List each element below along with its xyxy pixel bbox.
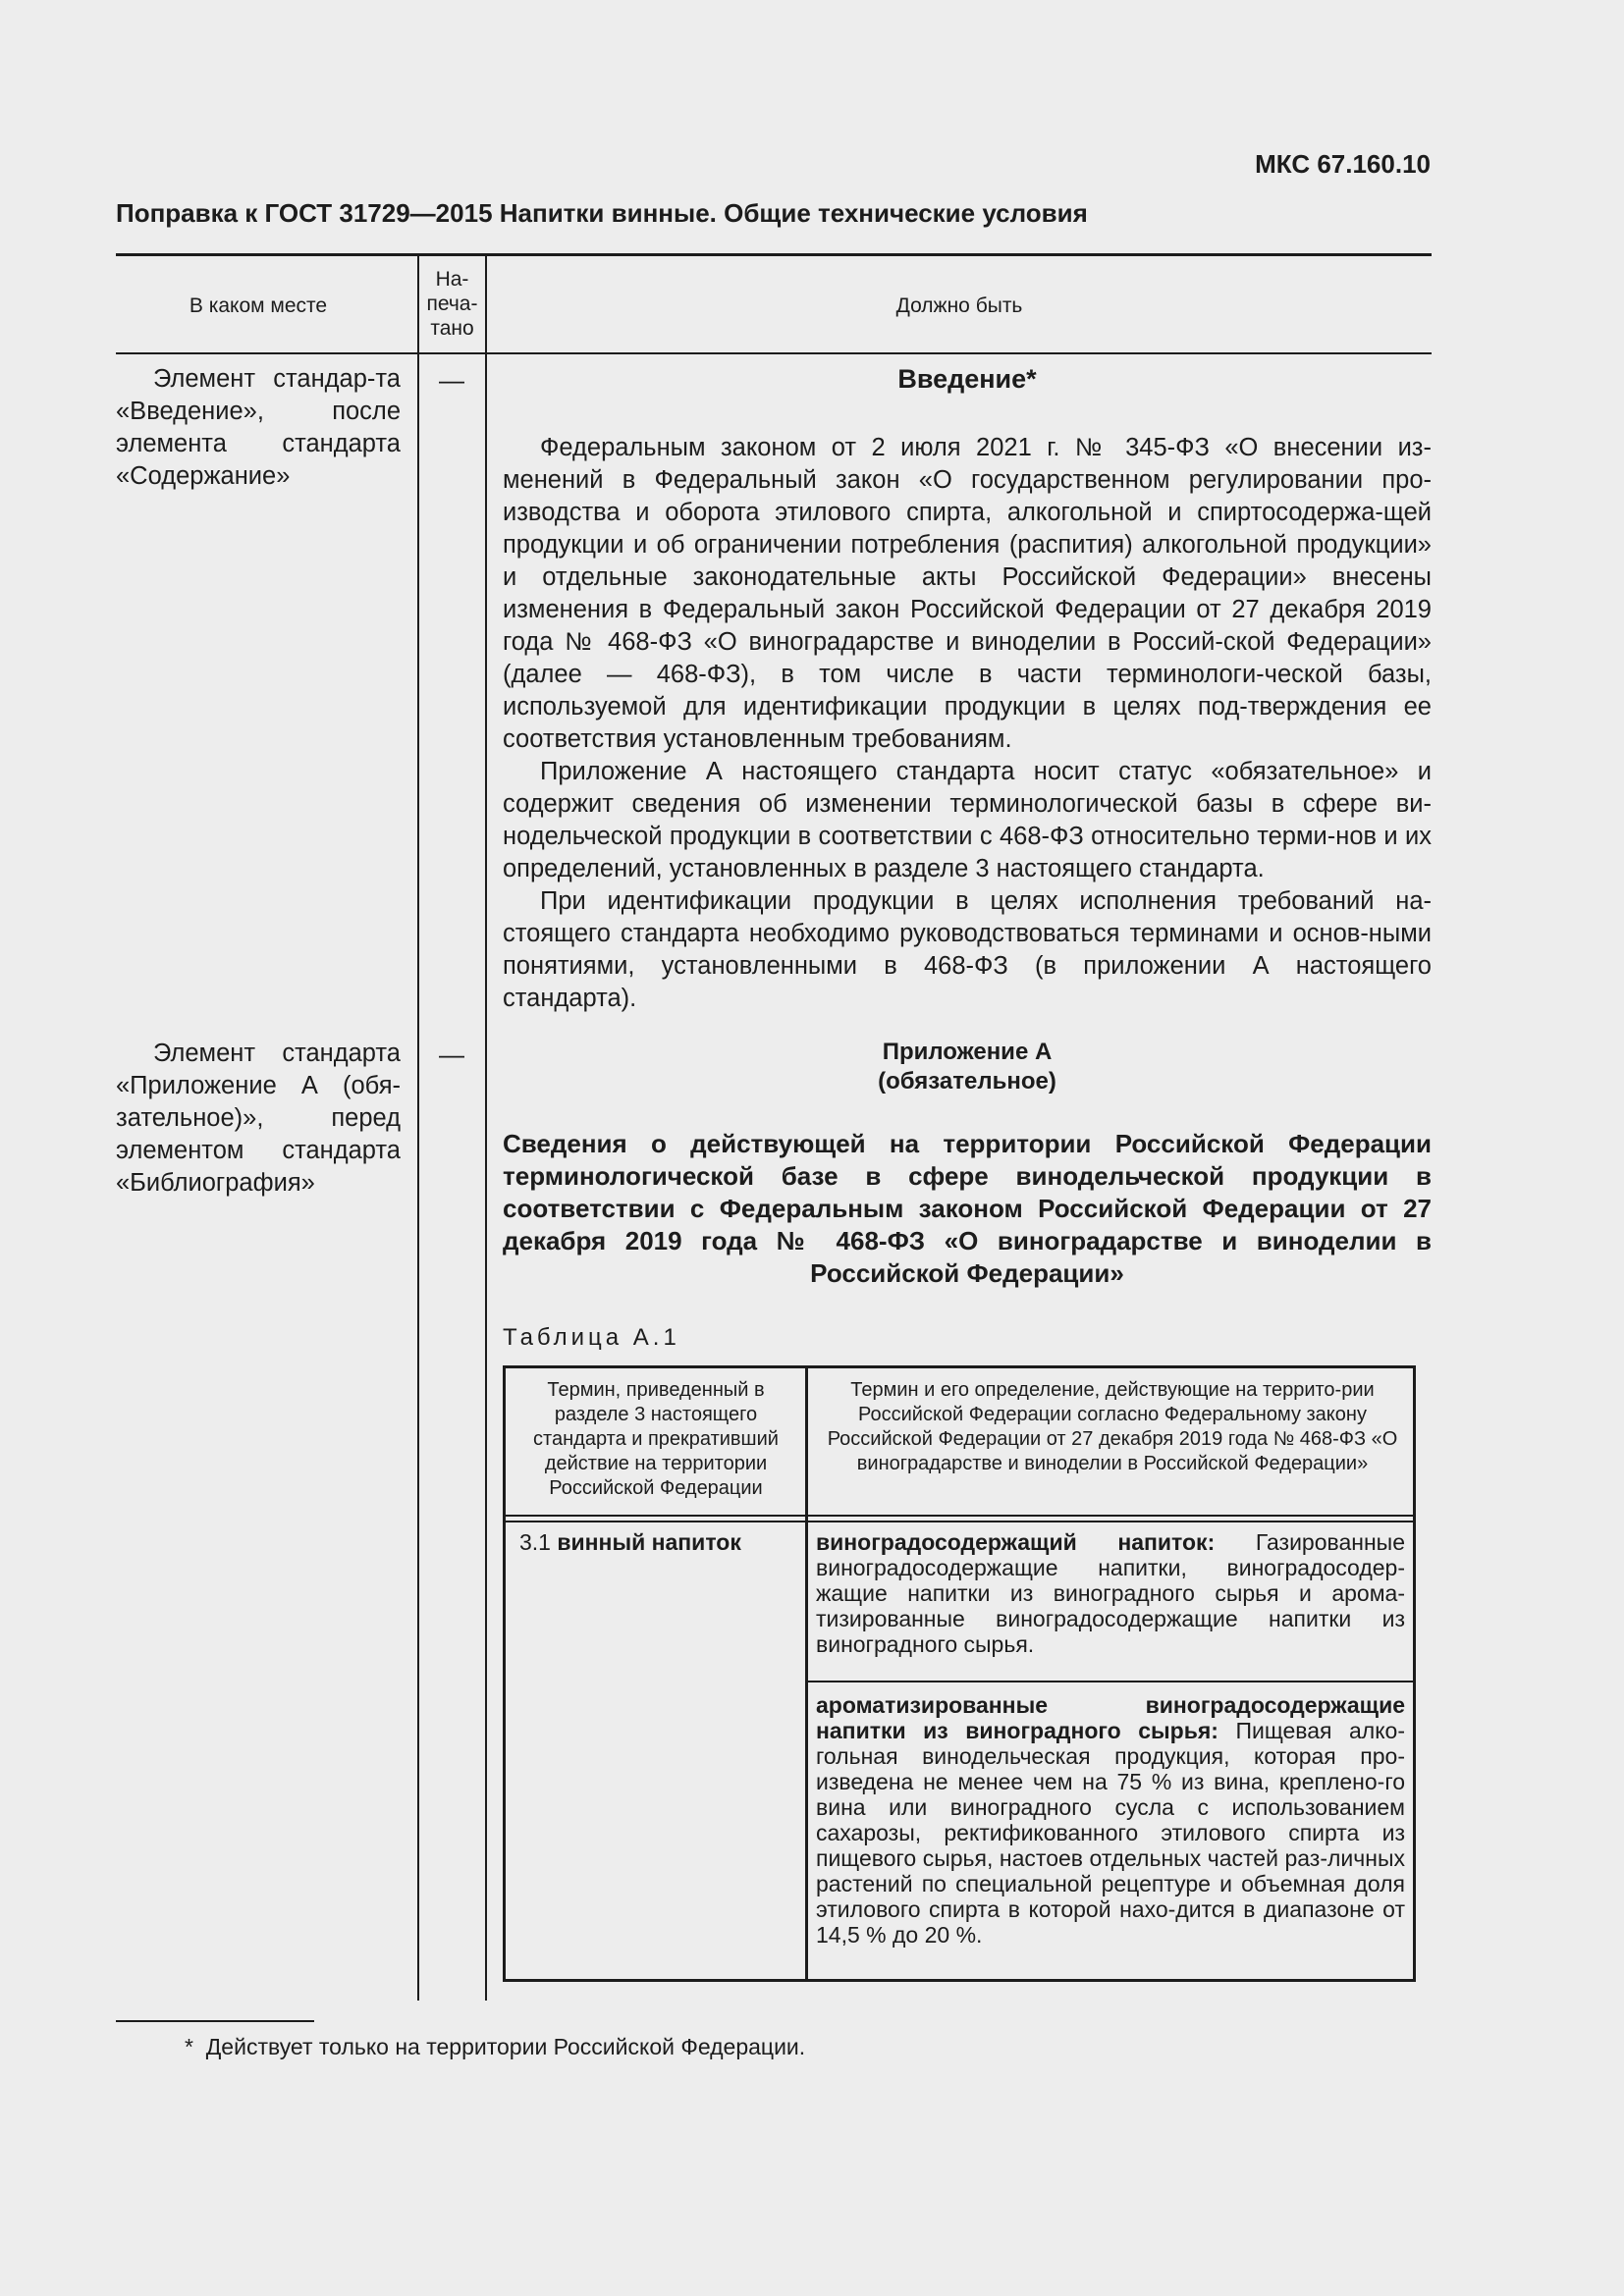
column-header-where: В каком месте xyxy=(189,294,328,317)
column-divider-1 xyxy=(417,253,419,2001)
definition-2-text: Пищевая алко-гольная винодельческая продукция, которая про-изведена не менее чем на 75 % из вина, креплено-го вина или виноградного сусла с использованием сахарозы, ректификованного этилового спирта из пищевого сырья, настоев отдельных частей раз-личных растений по специальной рецептуре и объемная доля этилового спирта в которой нахо-дится в диапазоне от 14,5 % до 20 %. xyxy=(816,1718,1405,1948)
definition-1 xyxy=(816,1529,1405,1657)
definition-2-term: ароматизированные виноградосодержащие напитки из виноградного сырья: xyxy=(816,1692,1405,1743)
row-printed-intro: — xyxy=(439,365,464,395)
column-header-printed: На- печа- тано xyxy=(426,268,478,340)
footnote: * Действует только на территории Российской Федерации. xyxy=(185,2034,806,2059)
appendix-section xyxy=(503,1038,1432,1354)
column-divider-2 xyxy=(485,253,487,2001)
intro-title: Введение* xyxy=(897,364,1037,394)
table-a1-col2-header: Термин и его определение, действующие на террито-рии Российской Федерации согласно Федеральному закону Российской Федерации от 27 декабря 2019 года № 468-ФЗ «О виноградарстве и виноделии в Российской Федерации» xyxy=(827,1379,1398,1474)
appendix-label: Приложение А xyxy=(882,1039,1053,1065)
old-term: винный напиток xyxy=(557,1529,741,1555)
footnote-rule xyxy=(116,2020,314,2022)
row-where-intro: Элемент стандар-та «Введение», после элемента стандарта «Содержание» xyxy=(116,365,401,490)
table-caption: Таблица А.1 xyxy=(503,1324,680,1351)
table-a1-header-rule-2 xyxy=(506,1521,1413,1522)
row-printed-appendix: — xyxy=(439,1040,464,1069)
row-where-appendix: Элемент стандарта «Приложение А (обя-зательное)», перед элементом стандарта «Библиография» xyxy=(116,1040,401,1197)
definition-1-term: виноградосодержащий напиток: xyxy=(816,1529,1216,1555)
old-term-cell xyxy=(519,1529,796,1555)
intro-paragraph-3: При идентификации продукции в целях исполнения требований на-стоящего стандарта необходимо руководствоваться терминами и основ-ными понятиями, установленными в 468-ФЗ (в приложении А настоящего стандарта). xyxy=(503,887,1432,1012)
table-a1-col1-header: Термин, приведенный в разделе 3 настоящего стандарта и прекративший действие на территории Российской Федерации xyxy=(533,1379,779,1499)
definition-1-text: Газированные виноградосодержащие напитки, виноградосодер-жащие напитки из виноградного сырья и арома-тизированные виноградосодержащие напитки из виноградного сырья. xyxy=(816,1529,1405,1657)
definition-2 xyxy=(816,1692,1405,1948)
column-header-should-be: Должно быть xyxy=(895,294,1023,317)
old-term-number: 3.1 xyxy=(519,1529,551,1555)
appendix-heading: Сведения о действующей на территории Российской Федерации терминологической базе в сфере винодельческой продукции в соответствии с Федеральным законом Российской Федерации от 27 декабря 2019 года № 468-ФЗ «О виноградарстве и виноделии в Российской Федерации» xyxy=(503,1129,1432,1288)
table-a1-row-rule xyxy=(805,1681,1413,1682)
intro-paragraph-2: Приложение А настоящего стандарта носит статус «обязательное» и содержит сведения об изменении терминологической базы в сфере ви-нодельческой продукции в соответствии с 468-ФЗ относительно терми-нов и их определений, установленных в разделе 3 настоящего стандарта. xyxy=(503,758,1432,882)
table-header-rule xyxy=(116,352,1432,354)
table-a1-divider xyxy=(805,1368,808,1979)
table-a1-header-rule-1 xyxy=(506,1515,1413,1517)
document-title: Поправка к ГОСТ 31729—2015 Напитки винные. Общие технические условия xyxy=(116,198,1088,228)
classification-code: МКС 67.160.10 xyxy=(1255,149,1431,179)
table-top-rule xyxy=(116,253,1432,256)
appendix-status: (обязательное) xyxy=(878,1068,1056,1095)
table-a1 xyxy=(503,1365,1416,1982)
intro-paragraph-1: Федеральным законом от 2 июля 2021 г. № 345-ФЗ «О внесении из-менений в Федеральный закон «О государственном регулировании про-изводства и оборота этилового спирта, алкогольной и спиртосодержа-щей продукции и об ограничении потребления (распития) алкогольной продукции» и отдельные законодательные акты Российской Федерации» внесены изменения в Федеральный закон Российской Федерации от 27 декабря 2019 года № 468-ФЗ «О виноградарстве и виноделии в Россий-ской Федерации» (далее — 468-ФЗ), в том числе в части терминологи-ческой базы, используемой для идентификации продукции в целях под-тверждения ее соответствия установленным требованиям. xyxy=(503,434,1432,753)
intro-section xyxy=(503,363,1432,1015)
